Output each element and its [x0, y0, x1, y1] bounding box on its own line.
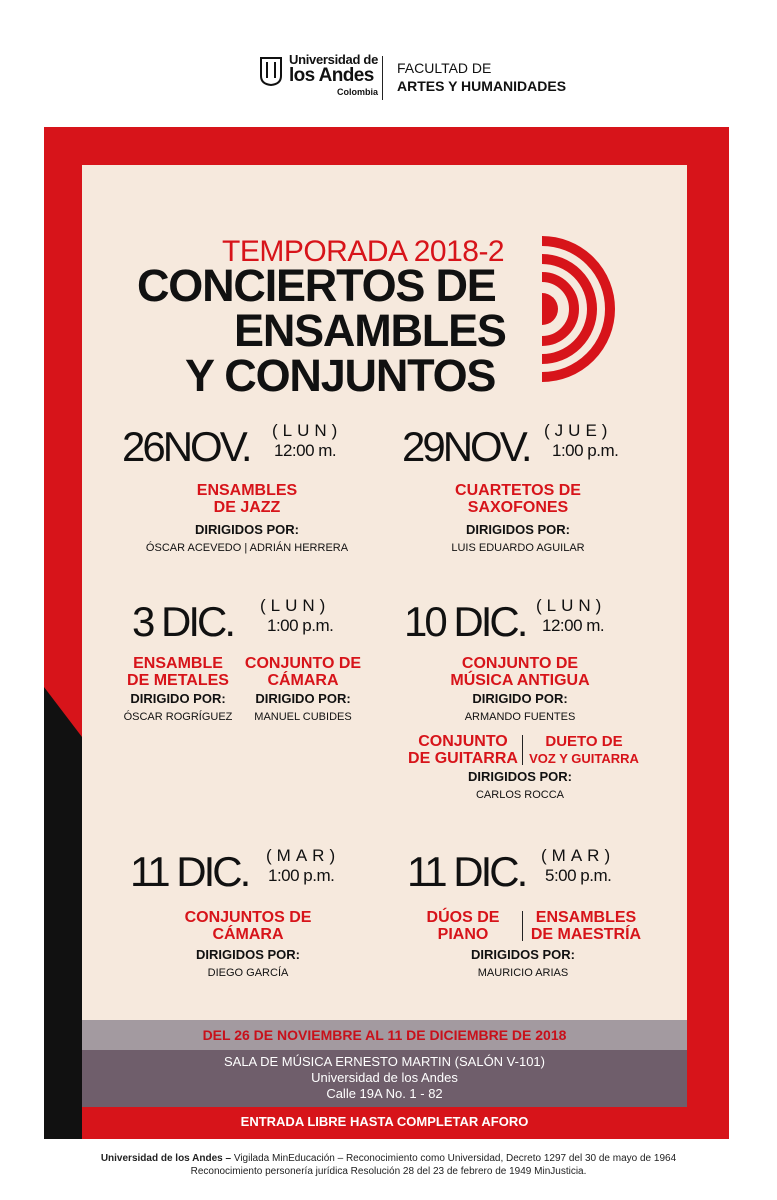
- event-day: 11 DIC.: [130, 848, 249, 895]
- directed-label: DIRIGIDOS POR:: [465, 522, 570, 537]
- event-weekday: (JUE): [544, 421, 613, 440]
- event-weekday: (LUN): [536, 596, 607, 615]
- event-weekday: (LUN): [260, 596, 331, 615]
- footer-line1: [0, 1152, 777, 1165]
- ensemble-name: ENSAMBLES DE JAZZ: [196, 482, 298, 516]
- header: [0, 0, 777, 120]
- title-line2: ENSAMBLES: [234, 305, 506, 356]
- university-name-line2: los Andes: [289, 65, 374, 86]
- directed-label: DIRIGIDOS POR:: [470, 947, 575, 962]
- event-time: 1:00 p.m.: [552, 441, 619, 460]
- title-line1: CONCIERTOS DE: [137, 260, 496, 311]
- entry-note: ENTRADA LIBRE HASTA COMPLETAR AFORO: [240, 1114, 529, 1129]
- shield-icon: [259, 56, 283, 86]
- ensemble-name-left: DÚOS DE PIANO: [426, 909, 500, 943]
- directed-label-right: DIRIGIDO POR:: [255, 691, 351, 706]
- event-11-dic-1pm: [130, 845, 380, 1005]
- event-weekday: (MAR): [266, 846, 341, 865]
- event-time: 12:00 m.: [274, 441, 337, 460]
- director: ARMANDO FUENTES: [464, 711, 576, 723]
- ensemble-name-right: DUETO DE VOZ Y GUITARRA: [529, 733, 639, 766]
- header-divider: [382, 56, 383, 100]
- university-name-line1: Universidad de: [289, 52, 378, 67]
- directed-label-second: DIRIGIDOS POR:: [467, 769, 572, 784]
- event-day: 29NOV.: [402, 423, 530, 470]
- faculty-line1: FACULTAD DE: [397, 60, 492, 76]
- director-left: ÓSCAR ROGRÍGUEZ: [123, 711, 233, 723]
- event-11-dic-5pm: [407, 845, 647, 1005]
- event-time: 12:00 m.: [542, 616, 605, 635]
- event-time: 5:00 p.m.: [545, 866, 612, 885]
- university-country: Colombia: [337, 87, 379, 97]
- event-time: 1:00 p.m.: [267, 616, 334, 635]
- season-label: TEMPORADA 2018-2: [222, 235, 505, 268]
- directed-label-left: DIRIGIDO POR:: [130, 691, 226, 706]
- director: DIEGO GARCÍA: [207, 967, 289, 979]
- venue-address: Calle 19A No. 1 - 82: [326, 1086, 443, 1101]
- title-line3: Y CONJUNTOS: [185, 350, 496, 401]
- footer-institution: Universidad de los Andes –: [100, 1153, 232, 1164]
- director-right: MANUEL CUBIDES: [254, 711, 352, 723]
- ensemble-name-left: CONJUNTO DE GUITARRA: [408, 733, 518, 767]
- director: MAURICIO ARIAS: [477, 967, 569, 979]
- ensemble-separator: [522, 911, 523, 941]
- sound-wave-icon: [536, 235, 636, 383]
- venue-institution: Universidad de los Andes: [311, 1070, 458, 1085]
- ensemble-name: CUARTETOS DE SAXOFONES: [455, 482, 581, 516]
- date-range-band: DEL 26 DE NOVIEMBRE AL 11 DE DICIEMBRE DE 2018: [82, 1020, 687, 1050]
- director: LUIS EDUARDO AGUILAR: [451, 542, 585, 554]
- event-day: 10 DIC.: [404, 598, 526, 645]
- event-day: 3 DIC.: [132, 598, 234, 645]
- ensemble-name-left: ENSAMBLE DE METALES: [127, 655, 229, 689]
- event-3-dic: [122, 595, 402, 755]
- directed-label: DIRIGIDOS POR:: [195, 947, 300, 962]
- ensemble-name-right: CONJUNTO DE CÁMARA: [244, 655, 362, 689]
- footer-line2: Reconocimiento personería jurídica Resolución 28 del 23 de febrero de 1949 MinJusticia.: [190, 1166, 587, 1177]
- event-weekday: (MAR): [541, 846, 616, 865]
- event-10-dic: [404, 595, 644, 815]
- event-weekday: (LUN): [272, 421, 343, 440]
- event-time: 1:00 p.m.: [268, 866, 335, 885]
- ensemble-separator: [522, 735, 523, 765]
- event-29-nov: [402, 420, 702, 580]
- venue-name: SALA DE MÚSICA ERNESTO MARTIN (SALÓN V-101): [223, 1054, 545, 1069]
- footer: [0, 1152, 777, 1178]
- venue-band: [82, 1050, 687, 1107]
- ensemble-name-right: ENSAMBLES DE MAESTRÍA: [530, 909, 642, 943]
- directed-label: DIRIGIDOS POR:: [194, 522, 299, 537]
- faculty-line2: ARTES Y HUMANIDADES: [397, 78, 567, 94]
- event-day: 11 DIC.: [407, 848, 526, 895]
- directed-label: DIRIGIDO POR:: [472, 691, 568, 706]
- director-second: CARLOS ROCCA: [475, 789, 565, 801]
- directors: ÓSCAR ACEVEDO | ADRIÁN HERRERA: [145, 542, 349, 554]
- event-day: 26NOV.: [122, 423, 250, 470]
- university-logo: [259, 52, 383, 100]
- footer-decree: Vigilada MinEducación – Reconocimiento como Universidad, Decreto 1297 del 30 de mayo de 1964: [231, 1153, 677, 1164]
- ensemble-name: CONJUNTO DE MÚSICA ANTIGUA: [450, 655, 590, 689]
- ensemble-name: CONJUNTOS DE CÁMARA: [184, 909, 312, 943]
- poster: [44, 127, 729, 1139]
- poster-panel: [82, 165, 687, 1107]
- event-26-nov: [122, 420, 422, 580]
